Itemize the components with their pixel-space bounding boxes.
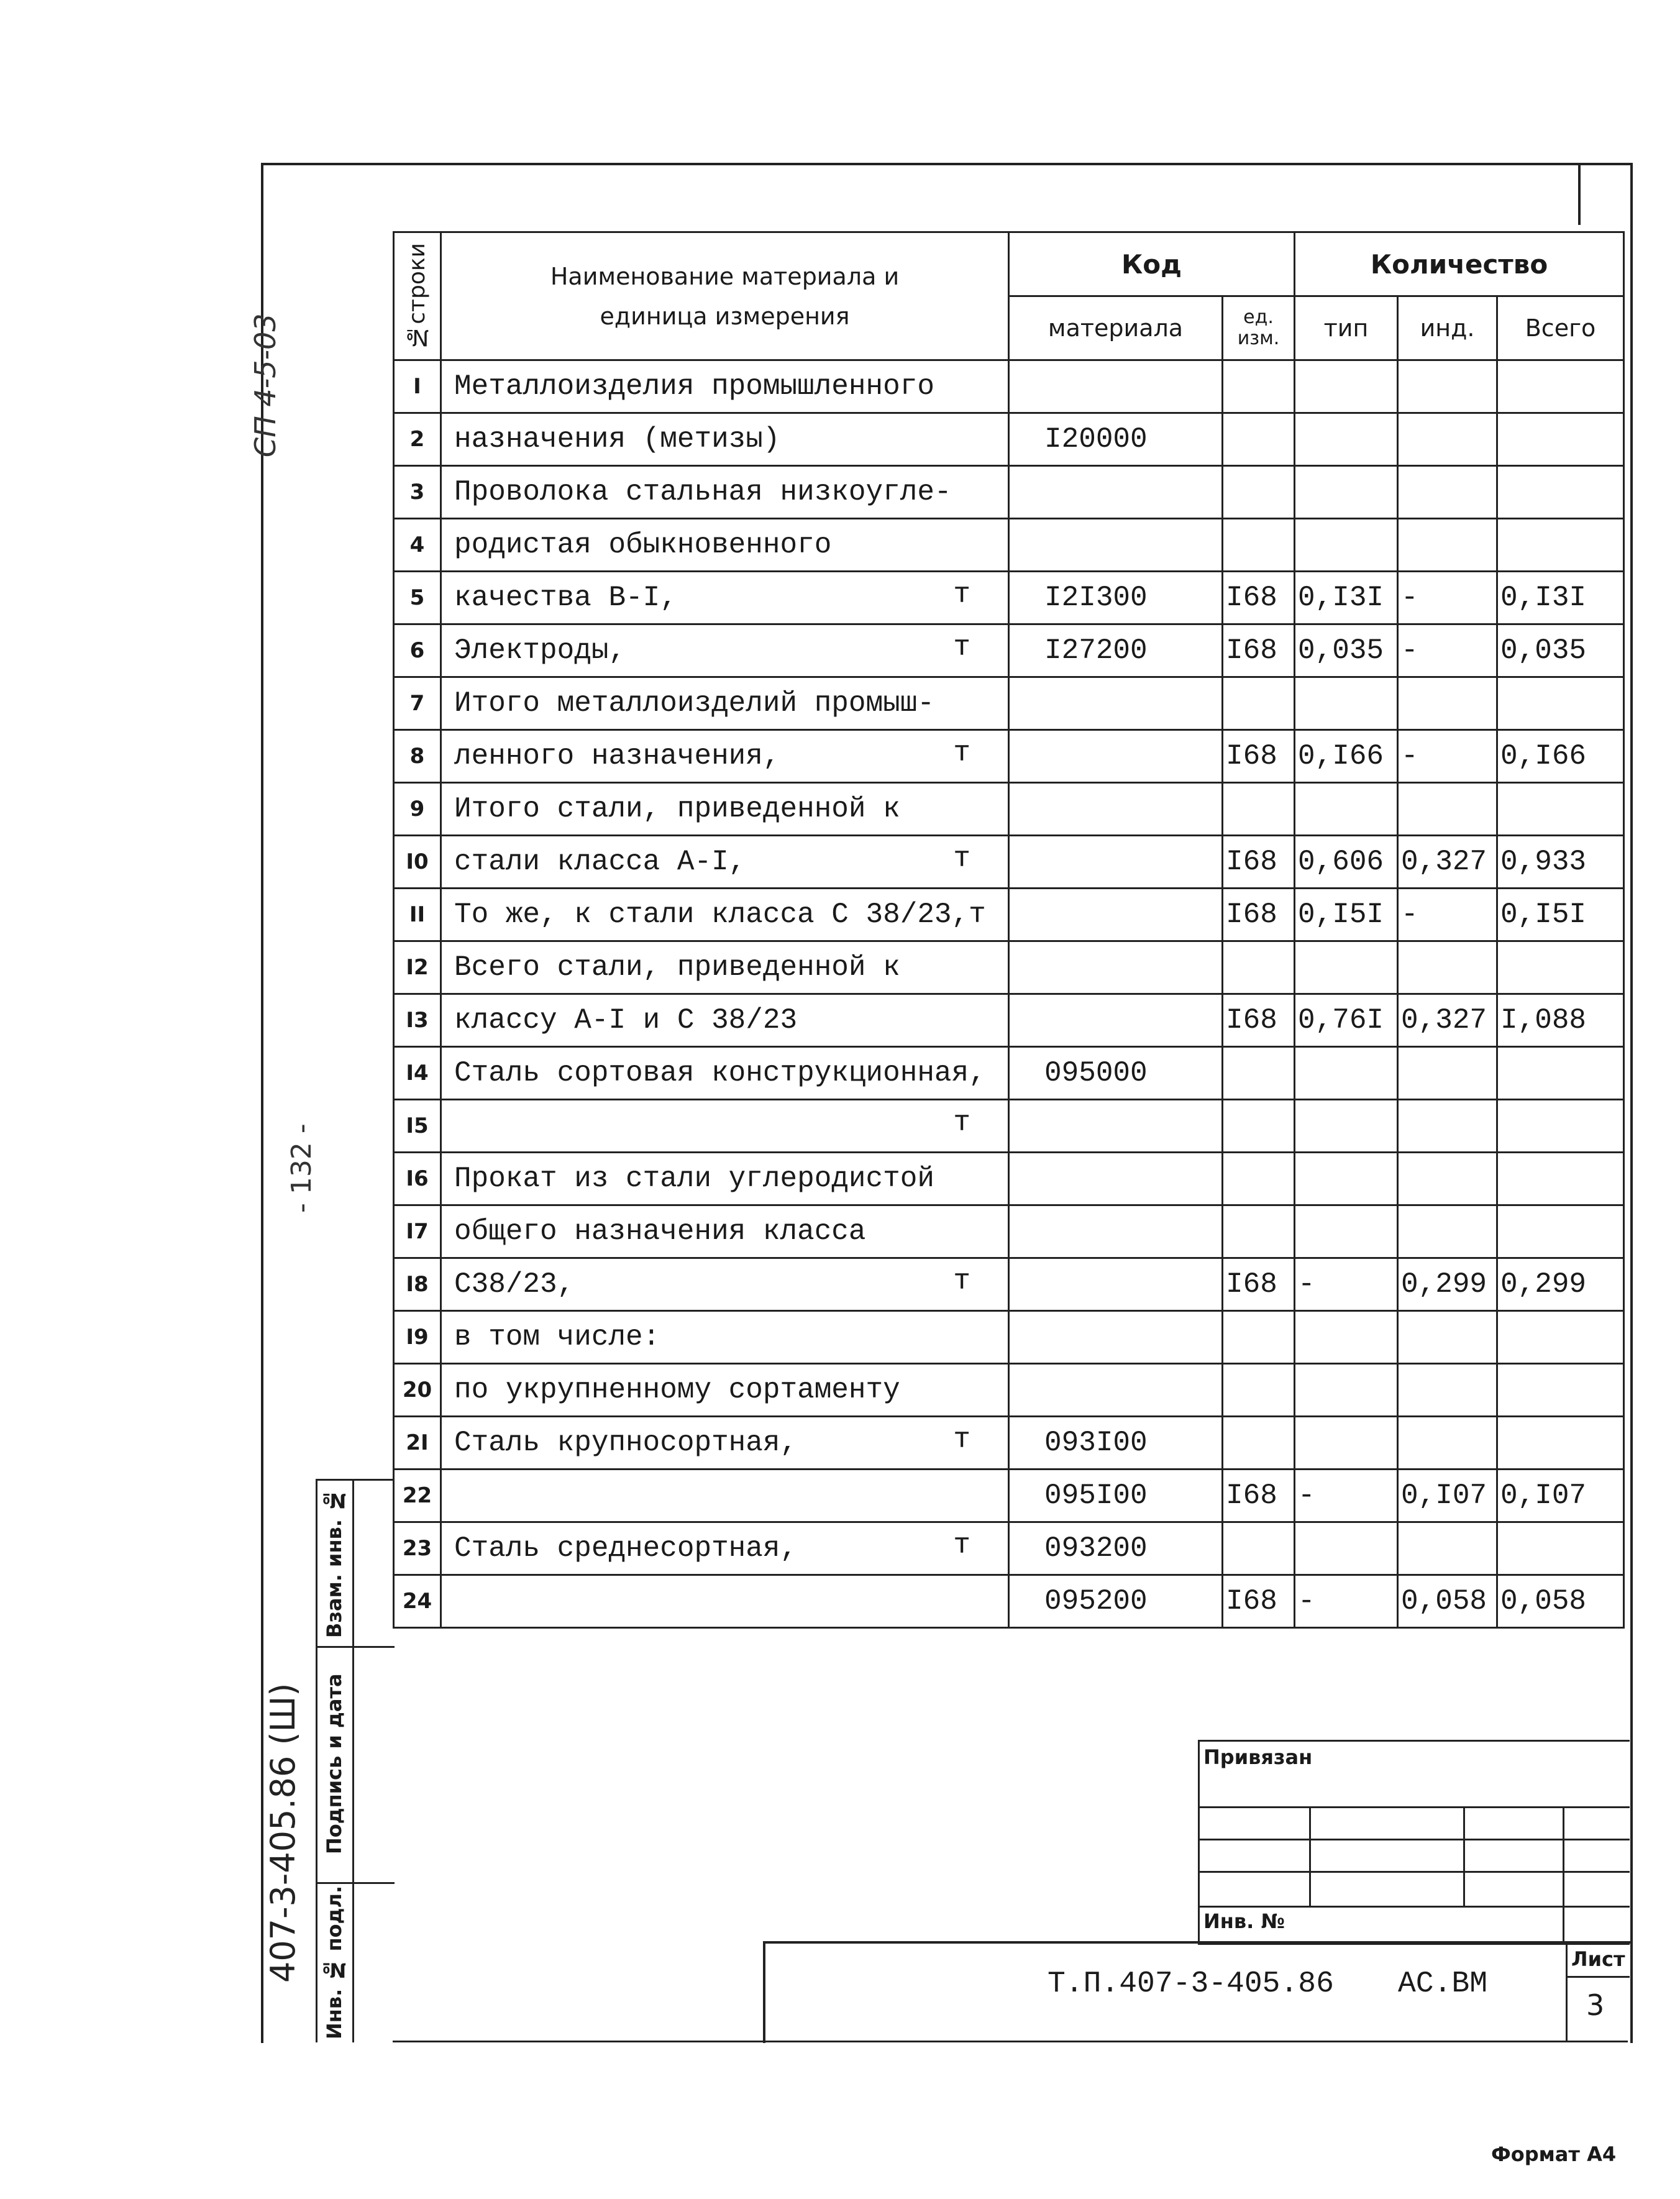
material-name-cell xyxy=(441,1470,1009,1522)
header-code xyxy=(1009,232,1295,296)
material-name-cell xyxy=(441,360,1009,413)
unit-code xyxy=(1223,1100,1295,1153)
unit-code xyxy=(1223,1205,1295,1258)
unit-code xyxy=(1223,519,1295,572)
table-row xyxy=(394,519,1624,572)
title-block xyxy=(763,1941,1630,2043)
material-name-cell xyxy=(441,889,1009,941)
qty-ind xyxy=(1398,1205,1497,1258)
qty-total xyxy=(1497,1153,1624,1205)
material-name-cell xyxy=(441,730,1009,783)
qty-total xyxy=(1497,1100,1624,1153)
sheet-label: Лист xyxy=(1571,1947,1625,1971)
header-total-text: Всего xyxy=(1525,314,1596,342)
material-name: Электроды, xyxy=(454,634,626,667)
material-code xyxy=(1009,466,1223,519)
qty-ind xyxy=(1398,783,1497,836)
qty-type xyxy=(1295,466,1398,519)
unit-code: I68 xyxy=(1223,836,1295,889)
material-code xyxy=(1009,519,1223,572)
qty-total xyxy=(1497,1047,1624,1100)
material-name: Сталь крупносортная, xyxy=(454,1427,798,1459)
qty-total: I,088 xyxy=(1497,994,1624,1047)
table-row xyxy=(394,889,1624,941)
table-row xyxy=(394,466,1624,519)
table-row xyxy=(394,624,1624,677)
material-name-cell xyxy=(441,1047,1009,1100)
row-number: 3 xyxy=(394,466,441,519)
material-name-cell xyxy=(441,941,1009,994)
table-row xyxy=(394,941,1624,994)
material-name: Проволока стальная низкоугле- xyxy=(454,476,952,508)
row-number: 23 xyxy=(394,1522,441,1575)
unit-code: I68 xyxy=(1223,994,1295,1047)
material-name-cell xyxy=(441,994,1009,1047)
privyazan-block xyxy=(1198,1740,1630,1945)
header-ind xyxy=(1398,296,1497,360)
row-number: I5 xyxy=(394,1100,441,1153)
header-row-no xyxy=(394,232,441,360)
row-number: II xyxy=(394,889,441,941)
materials-table xyxy=(393,231,1625,1629)
qty-total xyxy=(1497,360,1624,413)
material-name: общего назначения класса xyxy=(454,1215,866,1248)
table-row xyxy=(394,1205,1624,1258)
qty-type: - xyxy=(1295,1258,1398,1311)
material-code: I2I300 xyxy=(1009,572,1223,624)
material-name: назначения (метизы) xyxy=(454,423,780,455)
top-note-text: СП 4-5-03 xyxy=(249,313,282,457)
table-row xyxy=(394,1522,1624,1575)
qty-total xyxy=(1497,1417,1624,1470)
table-row xyxy=(394,994,1624,1047)
unit-code xyxy=(1223,1364,1295,1417)
unit-code xyxy=(1223,466,1295,519)
material-name-cell xyxy=(441,1364,1009,1417)
material-code xyxy=(1009,1153,1223,1205)
row-number: I4 xyxy=(394,1047,441,1100)
material-code xyxy=(1009,1364,1223,1417)
side-cell-vzam xyxy=(317,1481,395,1648)
material-name-cell xyxy=(441,1417,1009,1470)
header-type-text: тип xyxy=(1323,314,1369,342)
row-number: 22 xyxy=(394,1470,441,1522)
material-code: 093I00 xyxy=(1009,1417,1223,1470)
qty-type: 0,035 xyxy=(1295,624,1398,677)
material-unit: т xyxy=(953,1424,970,1456)
qty-ind xyxy=(1398,1047,1497,1100)
material-unit: т xyxy=(953,1107,970,1139)
table-row xyxy=(394,783,1624,836)
top-note xyxy=(249,280,304,491)
label-inv-podl: Инв. № подл. xyxy=(322,1885,346,2039)
material-code xyxy=(1009,360,1223,413)
row-number: 4 xyxy=(394,519,441,572)
qty-total xyxy=(1497,1205,1624,1258)
material-code: I27200 xyxy=(1009,624,1223,677)
unit-code xyxy=(1223,1047,1295,1100)
material-name: Итого металлоизделий промыш- xyxy=(454,687,934,720)
row-number: I3 xyxy=(394,994,441,1047)
material-code: 095000 xyxy=(1009,1047,1223,1100)
row-number: 9 xyxy=(394,783,441,836)
inv-no-label: Инв. № xyxy=(1203,1909,1285,1933)
qty-ind xyxy=(1398,1153,1497,1205)
material-code xyxy=(1009,1205,1223,1258)
material-code: 095200 xyxy=(1009,1575,1223,1628)
qty-total: 0,I5I xyxy=(1497,889,1624,941)
material-name: ленного назначения, xyxy=(454,740,780,772)
material-name: Итого стали, приведенной к xyxy=(454,793,900,825)
unit-code: I68 xyxy=(1223,572,1295,624)
qty-type xyxy=(1295,941,1398,994)
table-row xyxy=(394,730,1624,783)
material-name-cell xyxy=(441,572,1009,624)
qty-ind: - xyxy=(1398,624,1497,677)
table-row xyxy=(394,836,1624,889)
sheet-box-divider xyxy=(1568,1976,1630,1978)
qty-total xyxy=(1497,1364,1624,1417)
qty-total xyxy=(1497,519,1624,572)
label-sign-date: Подпись и дата xyxy=(322,1673,346,1855)
qty-total xyxy=(1497,466,1624,519)
unit-code xyxy=(1223,677,1295,730)
table-row xyxy=(394,1575,1624,1628)
row-number: I6 xyxy=(394,1153,441,1205)
material-name: Сталь сортовая конструкционная, xyxy=(454,1057,986,1089)
material-name-cell xyxy=(441,1522,1009,1575)
table-row xyxy=(394,1311,1624,1364)
qty-type xyxy=(1295,1364,1398,1417)
table-row xyxy=(394,572,1624,624)
row-number: 7 xyxy=(394,677,441,730)
header-unit xyxy=(1223,296,1295,360)
material-code xyxy=(1009,941,1223,994)
header-unit-text: ед. изм. xyxy=(1237,306,1280,349)
qty-type xyxy=(1295,1205,1398,1258)
qty-ind xyxy=(1398,1522,1497,1575)
material-name-cell xyxy=(441,1575,1009,1628)
material-name: по укрупненному сортаменту xyxy=(454,1374,900,1406)
qty-ind xyxy=(1398,1100,1497,1153)
qty-type xyxy=(1295,1311,1398,1364)
qty-type xyxy=(1295,1417,1398,1470)
row-number: I xyxy=(394,360,441,413)
header-qty xyxy=(1295,232,1624,296)
unit-code: I68 xyxy=(1223,1470,1295,1522)
qty-ind: - xyxy=(1398,889,1497,941)
table-row xyxy=(394,1100,1624,1153)
qty-ind: 0,327 xyxy=(1398,836,1497,889)
qty-ind xyxy=(1398,1311,1497,1364)
side-cell-inv xyxy=(317,1882,395,2042)
qty-total: 0,299 xyxy=(1497,1258,1624,1311)
table-row xyxy=(394,1417,1624,1470)
material-code: 093200 xyxy=(1009,1522,1223,1575)
header-row-no-text: №строки xyxy=(404,242,430,350)
material-unit: т xyxy=(953,843,970,875)
privyazan-line-3 xyxy=(1200,1871,1630,1873)
row-number: I2 xyxy=(394,941,441,994)
privyazan-vline-1 xyxy=(1309,1806,1311,1907)
qty-ind: 0,058 xyxy=(1398,1575,1497,1628)
material-name-cell xyxy=(441,1205,1009,1258)
qty-type: 0,I5I xyxy=(1295,889,1398,941)
unit-code xyxy=(1223,941,1295,994)
qty-type: - xyxy=(1295,1575,1398,1628)
unit-code xyxy=(1223,783,1295,836)
header-name-text: Наименование материала и единица измерения xyxy=(550,262,900,330)
qty-type: - xyxy=(1295,1470,1398,1522)
frame-notch xyxy=(1578,163,1581,225)
qty-ind xyxy=(1398,519,1497,572)
header-name xyxy=(441,232,1009,360)
material-name: Металлоизделия промышленного xyxy=(454,370,934,403)
material-name: в том числе: xyxy=(454,1321,660,1353)
material-name-cell xyxy=(441,413,1009,466)
privyazan-label: Привязан xyxy=(1203,1745,1313,1769)
material-code xyxy=(1009,1258,1223,1311)
material-code xyxy=(1009,730,1223,783)
unit-code: I68 xyxy=(1223,1575,1295,1628)
qty-total xyxy=(1497,1522,1624,1575)
material-unit: т xyxy=(953,631,970,664)
material-code xyxy=(1009,836,1223,889)
sheet-box xyxy=(1566,1941,1630,2041)
qty-type: 0,606 xyxy=(1295,836,1398,889)
qty-total: 0,I3I xyxy=(1497,572,1624,624)
privyazan-vline-3 xyxy=(1563,1806,1564,1943)
unit-code xyxy=(1223,360,1295,413)
material-name: классу А-I и С 38/23 xyxy=(454,1004,798,1036)
material-name: С38/23, xyxy=(454,1268,575,1301)
qty-type xyxy=(1295,413,1398,466)
doc-mark: АС.ВМ xyxy=(1398,1967,1488,2001)
material-name-cell xyxy=(441,466,1009,519)
table-row xyxy=(394,413,1624,466)
header-material xyxy=(1009,296,1223,360)
material-name: качества В-I, xyxy=(454,582,677,614)
material-name-cell xyxy=(441,1153,1009,1205)
material-unit: т xyxy=(953,578,970,611)
privyazan-line-1 xyxy=(1200,1806,1630,1808)
material-code xyxy=(1009,889,1223,941)
header-type xyxy=(1295,296,1398,360)
qty-ind xyxy=(1398,677,1497,730)
qty-total: 0,035 xyxy=(1497,624,1624,677)
unit-code: I68 xyxy=(1223,730,1295,783)
material-code: I20000 xyxy=(1009,413,1223,466)
material-unit: т xyxy=(953,1529,970,1561)
row-number: I8 xyxy=(394,1258,441,1311)
qty-type xyxy=(1295,1100,1398,1153)
header-material-text: материала xyxy=(1048,314,1184,342)
unit-code xyxy=(1223,1153,1295,1205)
header-total xyxy=(1497,296,1624,360)
sheet-number: 3 xyxy=(1586,1988,1605,2022)
privyazan-line-2 xyxy=(1200,1839,1630,1840)
qty-ind: 0,I07 xyxy=(1398,1470,1497,1522)
header-code-text: Код xyxy=(1121,249,1182,280)
qty-ind: - xyxy=(1398,730,1497,783)
table-row xyxy=(394,1364,1624,1417)
row-number: I0 xyxy=(394,836,441,889)
qty-ind: 0,327 xyxy=(1398,994,1497,1047)
unit-code xyxy=(1223,413,1295,466)
row-number: 24 xyxy=(394,1575,441,1628)
page-mark-text: - 132 - xyxy=(286,1123,317,1213)
row-number: 20 xyxy=(394,1364,441,1417)
qty-ind: 0,299 xyxy=(1398,1258,1497,1311)
format-label: Формат А4 xyxy=(1491,2142,1617,2166)
qty-type xyxy=(1295,677,1398,730)
qty-ind xyxy=(1398,466,1497,519)
qty-type: 0,I3I xyxy=(1295,572,1398,624)
material-name-cell xyxy=(441,1100,1009,1153)
row-number: I7 xyxy=(394,1205,441,1258)
table-row xyxy=(394,1047,1624,1100)
qty-ind xyxy=(1398,360,1497,413)
side-stamp xyxy=(316,1479,395,2042)
material-code xyxy=(1009,677,1223,730)
qty-type xyxy=(1295,360,1398,413)
table-row xyxy=(394,1258,1624,1311)
table-row xyxy=(394,677,1624,730)
unit-code xyxy=(1223,1522,1295,1575)
material-unit: т xyxy=(953,1265,970,1297)
material-code xyxy=(1009,1100,1223,1153)
unit-code: I68 xyxy=(1223,1258,1295,1311)
qty-type: 0,76I xyxy=(1295,994,1398,1047)
qty-total xyxy=(1497,1311,1624,1364)
material-name-cell xyxy=(441,1258,1009,1311)
unit-code: I68 xyxy=(1223,624,1295,677)
doc-vertical xyxy=(263,1628,313,2038)
qty-total: 0,058 xyxy=(1497,1575,1624,1628)
qty-ind xyxy=(1398,941,1497,994)
qty-total xyxy=(1497,677,1624,730)
qty-type xyxy=(1295,519,1398,572)
label-vzam-inv: Взам. инв. № xyxy=(322,1488,346,1639)
qty-type xyxy=(1295,1153,1398,1205)
material-name-cell xyxy=(441,677,1009,730)
qty-total xyxy=(1497,413,1624,466)
qty-total xyxy=(1497,941,1624,994)
privyazan-line-4 xyxy=(1200,1906,1630,1908)
row-number: 2 xyxy=(394,413,441,466)
material-code xyxy=(1009,994,1223,1047)
qty-ind: - xyxy=(1398,572,1497,624)
table-row xyxy=(394,1470,1624,1522)
side-cell-sign xyxy=(317,1646,395,1884)
unit-code: I68 xyxy=(1223,889,1295,941)
material-name: стали класса А-I, xyxy=(454,846,746,878)
material-name-cell xyxy=(441,783,1009,836)
row-number: 8 xyxy=(394,730,441,783)
material-name-cell xyxy=(441,519,1009,572)
material-name: Прокат из стали углеродистой xyxy=(454,1163,934,1195)
qty-type xyxy=(1295,1522,1398,1575)
material-code: 095I00 xyxy=(1009,1470,1223,1522)
qty-total xyxy=(1497,783,1624,836)
qty-total: 0,I07 xyxy=(1497,1470,1624,1522)
material-name: родистая обыкновенного xyxy=(454,529,832,561)
material-name: То же, к стали класса С 38/23,т xyxy=(454,898,986,931)
row-number: I9 xyxy=(394,1311,441,1364)
doc-vertical-text: 407-3-405.86 (Ш) xyxy=(263,1683,303,1983)
qty-ind xyxy=(1398,1417,1497,1470)
table-row xyxy=(394,1153,1624,1205)
material-name: Сталь среднесортная, xyxy=(454,1532,798,1565)
qty-ind xyxy=(1398,1364,1497,1417)
material-name-cell xyxy=(441,624,1009,677)
qty-total: 0,933 xyxy=(1497,836,1624,889)
qty-type xyxy=(1295,783,1398,836)
qty-type xyxy=(1295,1047,1398,1100)
material-code xyxy=(1009,783,1223,836)
header-ind-text: инд. xyxy=(1420,314,1475,342)
row-number: 6 xyxy=(394,624,441,677)
material-unit: т xyxy=(953,737,970,769)
material-name: Всего стали, приведенной к xyxy=(454,951,900,984)
material-name-cell xyxy=(441,836,1009,889)
row-number: 2I xyxy=(394,1417,441,1470)
privyazan-vline-2 xyxy=(1463,1806,1465,1907)
row-number: 5 xyxy=(394,572,441,624)
qty-total: 0,I66 xyxy=(1497,730,1624,783)
header-qty-text: Количество xyxy=(1370,249,1548,280)
doc-code: Т.П.407-3-405.86 xyxy=(1048,1967,1334,2001)
qty-ind xyxy=(1398,413,1497,466)
qty-type: 0,I66 xyxy=(1295,730,1398,783)
unit-code xyxy=(1223,1311,1295,1364)
header-row-1 xyxy=(394,232,1624,296)
material-name-cell xyxy=(441,1311,1009,1364)
page-mark xyxy=(286,1106,329,1230)
table-row xyxy=(394,360,1624,413)
unit-code xyxy=(1223,1417,1295,1470)
material-code xyxy=(1009,1311,1223,1364)
